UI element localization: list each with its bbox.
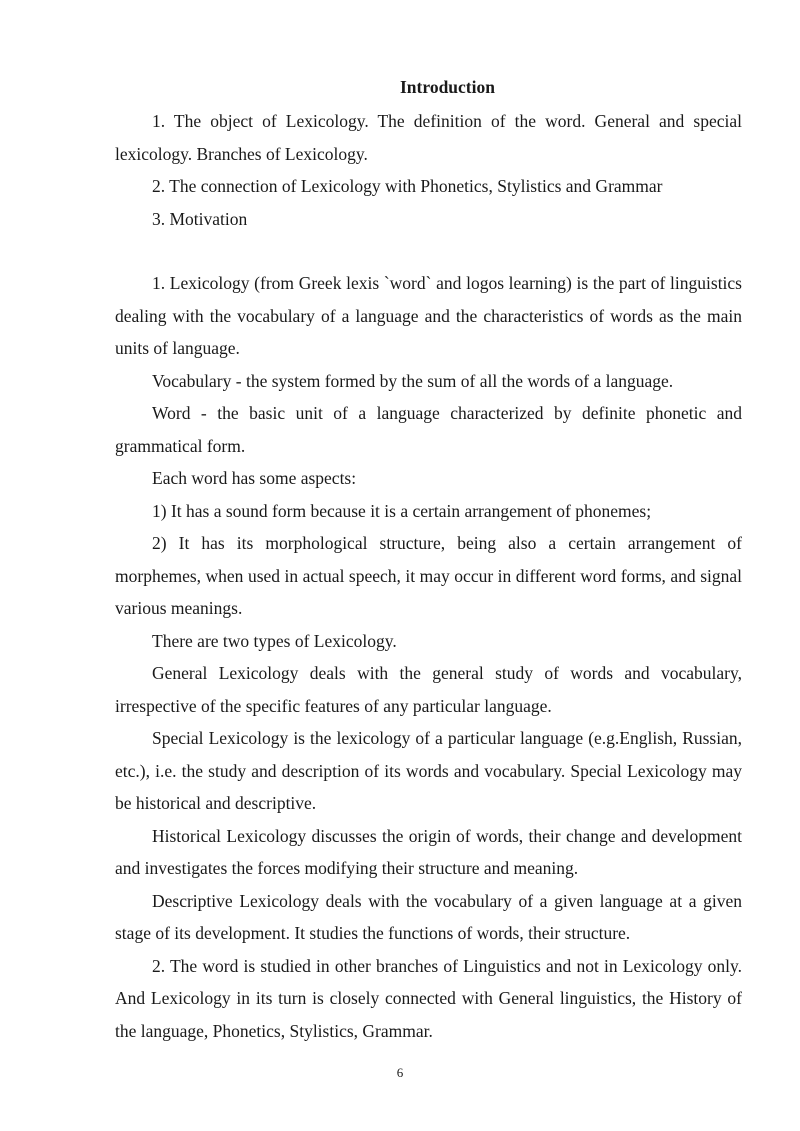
page-title: Introduction bbox=[400, 77, 495, 97]
paragraph-vocabulary-definition: Vocabulary - the system formed by the sum of all the words of a language. bbox=[152, 370, 674, 391]
paragraph-historical-lexicology: Historical Lexicology discusses the origin of words, their change and development and investigates the forces modifying their structure and meaning. bbox=[115, 825, 742, 878]
outline-item-1: 1. The object of Lexicology. The definition of the word. General and special lexicology. Branches of Lexicology. bbox=[115, 111, 742, 164]
paragraph-descriptive-lexicology: Descriptive Lexicology deals with the vocabulary of a given language at a given stage of its development. It studies the functions of words, their structure. bbox=[115, 890, 742, 943]
page-number: 6 bbox=[396, 1065, 404, 1080]
paragraph-lexicology-definition: 1. Lexicology (from Greek lexis `word` and logos learning) is the part of linguistics dealing with the vocabulary of a language and the characteristics of words as the main units of language. bbox=[115, 273, 742, 358]
paragraph-word-aspects: Each word has some aspects: bbox=[152, 468, 357, 488]
paragraph-special-lexicology: Special Lexicology is the lexicology of a particular language (e.g.English, Russian, etc.), i.e. the study and description of its words and vocabulary. Special Lexicology may be historical and descriptive. bbox=[115, 728, 742, 813]
paragraph-aspect-sound-form: 1) It has a sound form because it is a certain arrangement of phonemes; bbox=[152, 500, 652, 521]
section-spacer bbox=[115, 235, 742, 267]
outline-item-2: 2. The connection of Lexicology with Phonetics, Stylistics and Grammar bbox=[152, 176, 663, 196]
page-content bbox=[115, 73, 742, 1047]
paragraph-lexicology-types: There are two types of Lexicology. bbox=[152, 630, 397, 651]
paragraph-word-definition: Word - the basic unit of a language characterized by definite phonetic and grammatical form. bbox=[115, 403, 742, 456]
paragraph-lexicology-connections: 2. The word is studied in other branches of Linguistics and not in Lexicology only. And Lexicology in its turn is closely connected with General linguistics, the History of the language, Phonetics, Stylistics, Grammar. bbox=[115, 955, 742, 1041]
paragraph-general-lexicology: General Lexicology deals with the general study of words and vocabulary, irrespective of the specific features of any particular language. bbox=[115, 663, 742, 716]
outline-item-3: 3. Motivation bbox=[152, 208, 248, 229]
paragraph-aspect-morphology: 2) It has its morphological structure, being also a certain arrangement of morphemes, when used in actual speech, it may occur in different word forms, and signal various meanings. bbox=[115, 533, 742, 618]
